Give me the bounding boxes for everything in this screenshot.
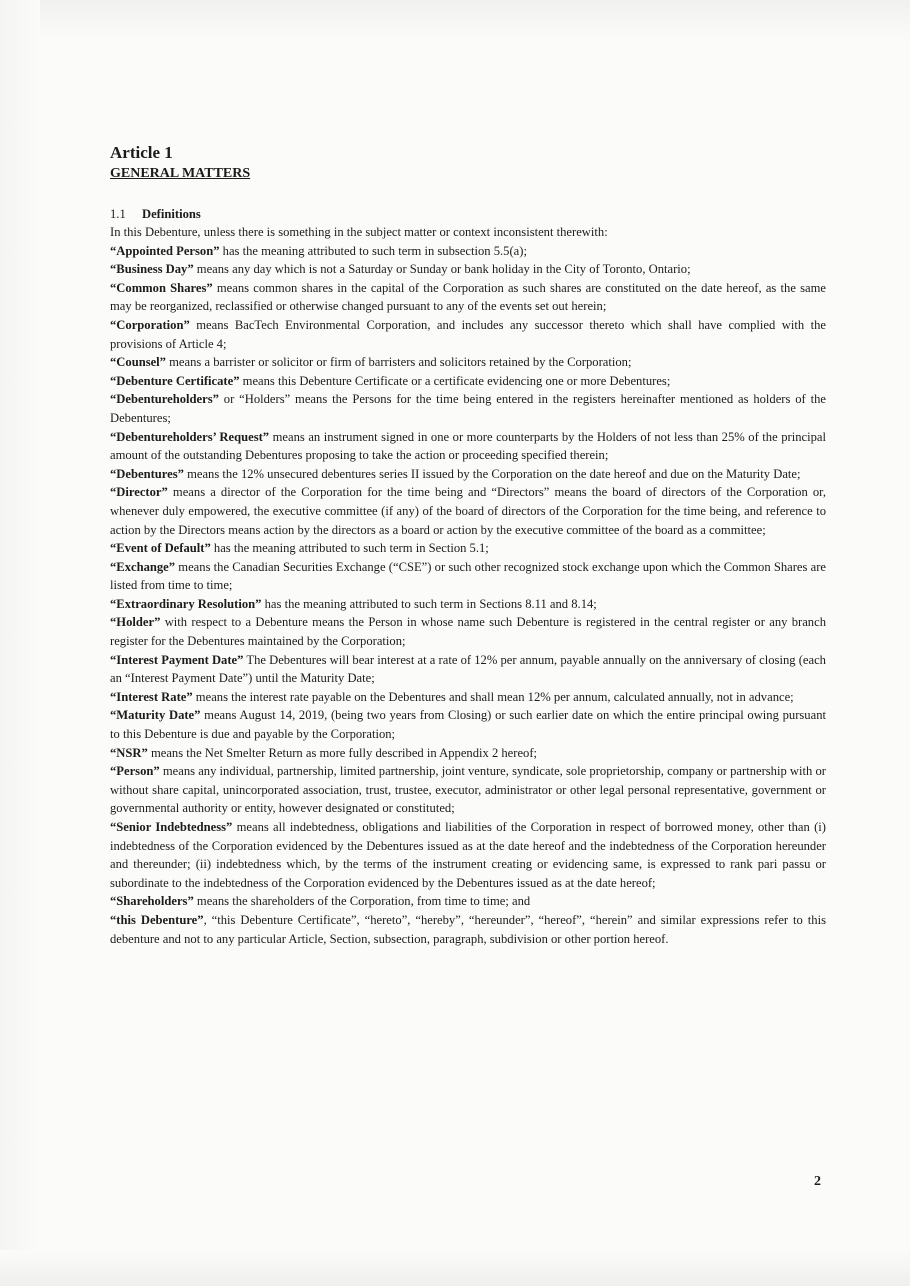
- definition-term: “Director”: [110, 485, 168, 500]
- definition-item: [110, 539, 826, 558]
- definition-text: has the meaning attributed to such term in subsection 5.5(a);: [219, 243, 527, 258]
- definition-term: “Extraordinary Resolution”: [110, 596, 262, 611]
- definition-text: with respect to a Debenture means the Person in whose name such Debenture is registered in the central register or any branch register for the Debentures maintained by the Corporation;: [110, 615, 826, 649]
- definition-term: “Counsel”: [110, 355, 166, 370]
- definition-item: [110, 260, 826, 279]
- definition-term: “Common Shares”: [110, 280, 213, 295]
- definition-term: “Debentureholders’ Request”: [110, 429, 270, 444]
- definition-item: [110, 483, 826, 539]
- scan-shadow-bottom: [0, 1250, 910, 1286]
- definition-term: “Interest Payment Date”: [110, 652, 244, 667]
- definition-text: or “Holders” means the Persons for the time being entered in the registers hereinafter mentioned as holders of the Debentures;: [110, 392, 826, 425]
- definition-item: [110, 390, 826, 427]
- section-heading: [110, 206, 826, 223]
- definition-item: [110, 279, 826, 316]
- definition-term: “Debenture Certificate”: [110, 373, 240, 388]
- definition-item: [110, 688, 826, 707]
- page-number: 2: [814, 1174, 821, 1189]
- definition-text: means common shares in the capital of the Corporation as such shares are constituted on the date hereof, as the same may be reorganized, reclassified or otherwise changed pursuant to any of the events set out herein;: [110, 280, 826, 314]
- definition-text: means any day which is not a Saturday or Sunday or bank holiday in the City of Toronto, Ontario;: [193, 262, 691, 277]
- definition-text: means all indebtedness, obligations and liabilities of the Corporation in respect of borrowed money, other than (i) indebtedness of the Corporation evidenced by the Debentures issued as at the date hereof and the indebtedness of the Corporation hereunder and thereunder; (ii) indebtedness which, by the terms of the instrument creating or evidencing same, is expressed to rank pari passu or subordinate to the indebtedness of the Corporation evidenced by the Debentures issued as at the date hereof;: [110, 820, 826, 890]
- section-title: Definitions: [142, 207, 201, 221]
- definition-term: “Holder”: [110, 615, 161, 630]
- definition-term: “Debentures”: [110, 466, 184, 481]
- definition-text: has the meaning attributed to such term in Sections 8.11 and 8.14;: [261, 596, 597, 611]
- article-title: Article 1: [110, 143, 173, 162]
- definition-item: [110, 372, 826, 391]
- definition-text: means the Canadian Securities Exchange (“CSE”) or such other recognized stock exchange upon which the Common Shares are listed from time to time;: [110, 559, 826, 593]
- definition-term: “this Debenture”: [110, 912, 204, 927]
- definition-item: [110, 651, 826, 688]
- definition-item: [110, 428, 826, 465]
- definition-term: “Debentureholders”: [110, 392, 219, 407]
- definition-text: means the shareholders of the Corporation, from time to time; and: [193, 894, 531, 909]
- definition-term: “Event of Default”: [110, 541, 211, 556]
- definition-term: “Shareholders”: [110, 894, 194, 909]
- definition-text: means August 14, 2019, (being two years from Closing) or such earlier date on which the entire principal owing pursuant to this Debenture is due and payable by the Corporation;: [110, 708, 826, 742]
- definition-term: “Senior Indebtedness”: [110, 820, 233, 834]
- definition-item: [110, 818, 826, 892]
- definition-item: [110, 242, 826, 261]
- definitions-list: [110, 242, 826, 949]
- definition-text: means the Net Smelter Return as more fully described in Appendix 2 hereof;: [147, 745, 538, 760]
- article-subtitle: GENERAL MATTERS: [110, 166, 251, 181]
- definition-text: means any individual, partnership, limited partnership, joint venture, syndicate, sole proprietorship, company or partnership with or without share capital, unincorporated association, trust, trustee, executor, administrator or other legal personal representative, government or governmental authority or entity, however designated or constituted;: [110, 764, 826, 816]
- definition-term: “Appointed Person”: [110, 243, 220, 258]
- definition-text: , “this Debenture Certificate”, “hereto”, “hereby”, “hereunder”, “hereof”, “herein” and similar expressions refer to this debenture and not to any particular Article, Section, subsection, paragraph, subdivision or other portion hereof.: [110, 912, 826, 946]
- definition-item: [110, 744, 826, 763]
- definition-item: [110, 892, 826, 911]
- definition-text: has the meaning attributed to such term in Section 5.1;: [210, 541, 489, 556]
- intro-paragraph: In this Debenture, unless there is something in the subject matter or context inconsistent therewith:: [110, 225, 608, 239]
- scan-shadow-left: [0, 0, 40, 1286]
- definition-term: “Exchange”: [110, 559, 176, 574]
- definition-term: “Corporation”: [110, 317, 190, 332]
- definition-term: “NSR”: [110, 745, 148, 760]
- section-number: 1.1: [110, 207, 126, 221]
- definition-item: [110, 316, 826, 353]
- definition-term: “Business Day”: [110, 262, 194, 277]
- scan-shadow-top: [0, 0, 910, 40]
- definition-term: “Person”: [110, 764, 160, 779]
- definition-item: [110, 706, 826, 743]
- definition-item: [110, 465, 826, 484]
- document-page: [110, 143, 826, 948]
- definition-text: means a barrister or solicitor or firm of barristers and solicitors retained by the Corporation;: [165, 355, 632, 370]
- definition-item: [110, 353, 826, 372]
- definition-item: [110, 762, 826, 818]
- definition-text: means a director of the Corporation for the time being and “Directors” means the board of directors of the Corporation or, whenever duly empowered, the executive committee (if any) of the board of directors of the Corporation for the time being, and reference to action by the Directors means action by the directors as a board or action by the executive committee of the board as a committee;: [110, 485, 826, 537]
- definition-text: means the interest rate payable on the Debentures and shall mean 12% per annum, calculated annually, not in advance;: [192, 689, 794, 704]
- definition-text: means the 12% unsecured debentures series II issued by the Corporation on the date hereof and due on the Maturity Date;: [183, 466, 801, 481]
- definition-item: [110, 911, 826, 948]
- definition-item: [110, 595, 826, 614]
- definition-text: means this Debenture Certificate or a certificate evidencing one or more Debentures;: [239, 373, 671, 388]
- definition-item: [110, 613, 826, 650]
- definitions-body: [110, 223, 826, 948]
- definition-term: “Interest Rate”: [110, 689, 193, 704]
- definition-term: “Maturity Date”: [110, 708, 201, 723]
- definition-item: [110, 558, 826, 595]
- definition-text: The Debentures will bear interest at a rate of 12% per annum, payable annually on the anniversary of closing (each an “Interest Payment Date”) until the Maturity Date;: [110, 652, 826, 686]
- definition-text: means an instrument signed in one or more counterparts by the Holders of not less than 25% of the principal amount of the outstanding Debentures proposing to take the action or proceeding specified therein;: [110, 429, 826, 463]
- definition-text: means BacTech Environmental Corporation, and includes any successor thereto which shall have complied with the provisions of Article 4;: [110, 317, 826, 351]
